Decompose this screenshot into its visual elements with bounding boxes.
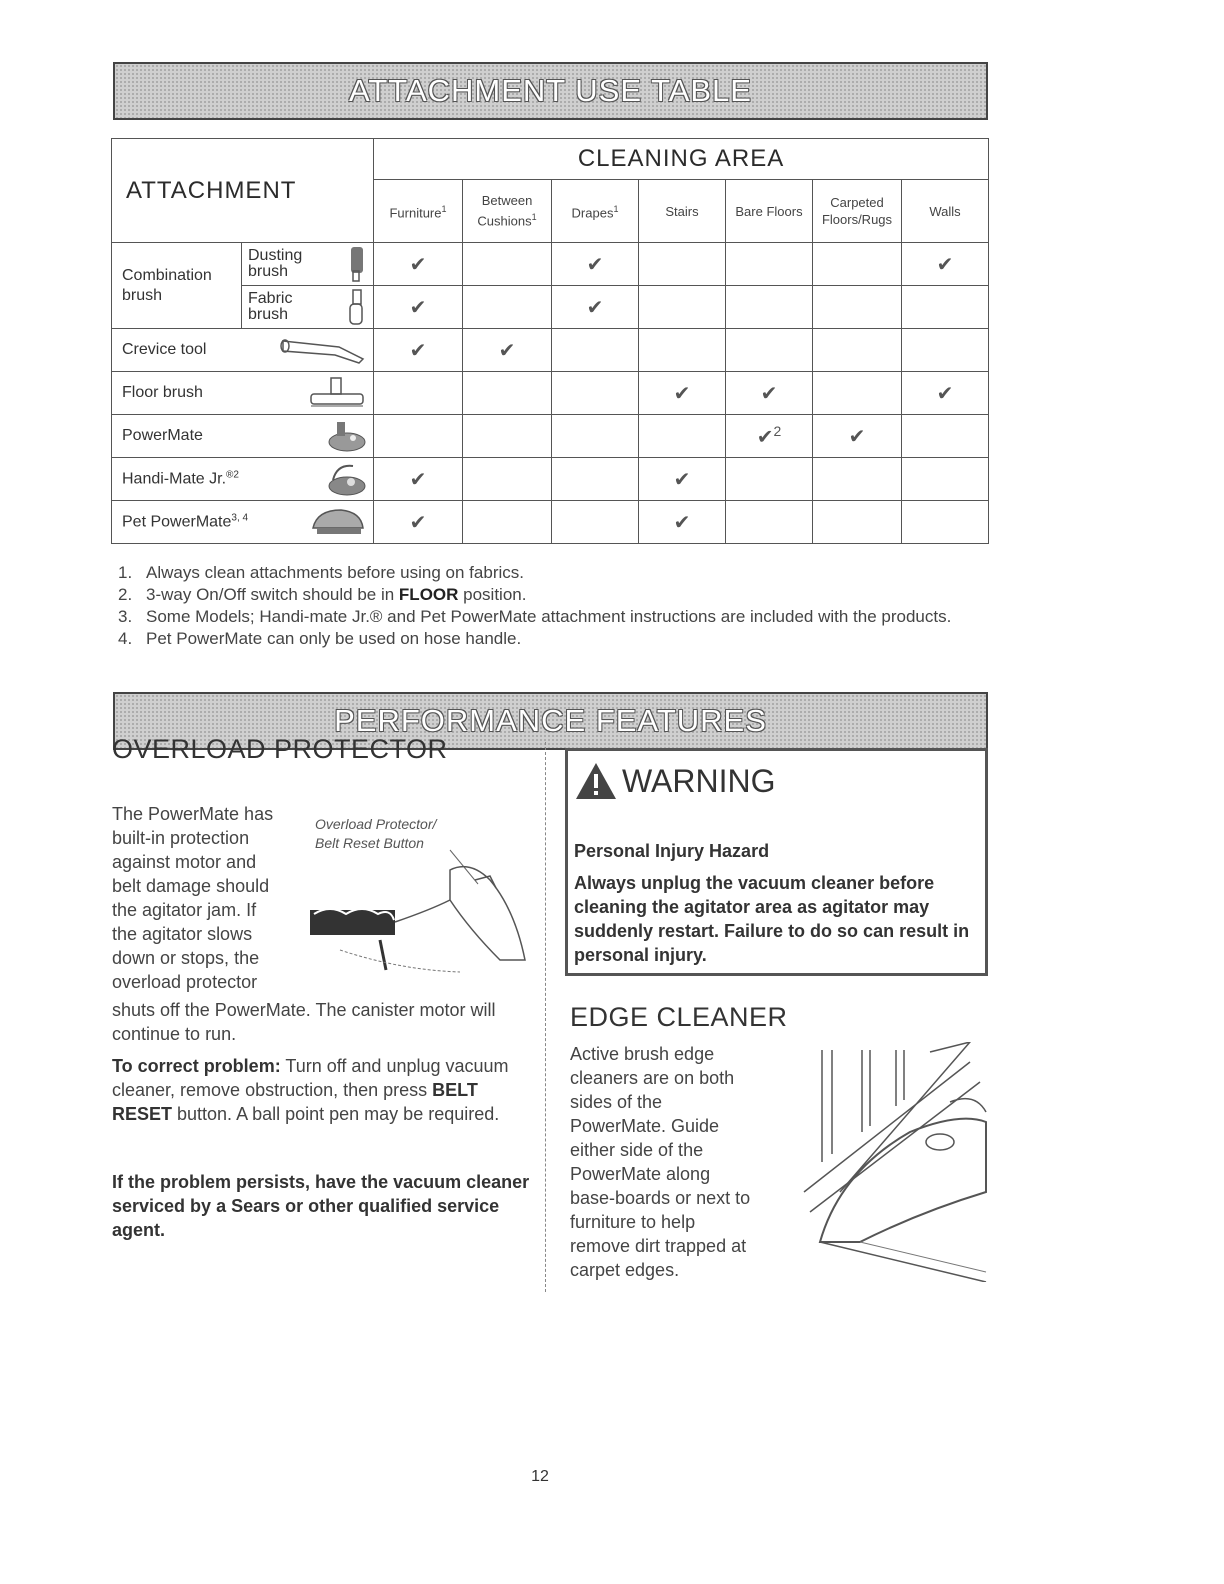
handi-mate-jr-row: Handi-Mate Jr.$^{®2}$ — [112, 458, 374, 501]
warning-triangle-icon — [574, 761, 618, 801]
check: ✔ — [639, 372, 726, 415]
footnote-1: 1. Always clean attachments before using on fabrics. — [118, 563, 524, 582]
col-carpeted-floors: Carpeted Floors/Rugs — [813, 180, 902, 243]
col-stairs: Stairs — [639, 180, 726, 243]
edge-cleaner-illustration — [800, 1042, 988, 1282]
footnotes — [118, 562, 978, 650]
dusting-brush-icon — [345, 245, 367, 283]
warning-subtitle: Personal Injury Hazard — [574, 841, 770, 861]
check: ✔ — [552, 286, 639, 329]
warning-title: WARNING — [574, 761, 775, 801]
crevice-tool-icon — [279, 335, 367, 365]
check: ✔ — [813, 415, 902, 458]
attachment-use-table-banner: ATTACHMENT USE TABLE — [113, 62, 988, 120]
overload-paragraph-lines: The PowerMate has built-in protection against motor and belt damage should the agitator jam. If the agitator slows down or stops, the overload protector — [112, 804, 274, 992]
overload-protector-title: OVERLOAD PROTECTOR — [112, 734, 448, 764]
overload-paragraph-tail: shuts off the PowerMate. The canister motor will continue to run. — [112, 1000, 496, 1044]
check: ✔ — [374, 243, 463, 286]
check: ✔ — [902, 243, 989, 286]
floor-brush-row: Floor brush — [112, 372, 374, 415]
check: ✔ — [374, 329, 463, 372]
attachment-header: ATTACHMENT — [112, 139, 374, 243]
fabric-brush-cell: Fabric brush — [242, 286, 374, 329]
col-furniture: Furniture$^1$ — [374, 180, 463, 243]
cleaning-area-header: CLEANING AREA — [374, 139, 989, 180]
pet-powermate-icon — [307, 504, 367, 540]
footnote-2: 2. 3-way On/Off switch should be in FLOOR position. — [118, 585, 527, 604]
powermate-overload-illustration — [300, 840, 530, 980]
warning-box — [565, 748, 988, 976]
combination-brush-label: Combination brush — [112, 243, 242, 329]
col-walls: Walls — [902, 180, 989, 243]
edge-cleaner-title: EDGE CLEANER — [570, 1002, 788, 1032]
problem-persists-text: If the problem persists, have the vacuum cleaner serviced by a Sears or other qualified service agent. — [112, 1172, 530, 1240]
footnote-3: 3. Some Models; Handi-mate Jr.® and Pet PowerMate attachment instructions are included with the products. — [118, 607, 952, 626]
pet-powermate-row: Pet PowerMate$^{3, 4}$ — [112, 501, 374, 544]
warning-text: Always unplug the vacuum cleaner before cleaning the agitator area as agitator may suddenly restart. Failure to do so can result in personal injury. — [574, 873, 970, 965]
handi-mate-icon — [323, 460, 367, 498]
correct-problem-text: To correct problem: Turn off and unplug vacuum cleaner, remove obstruction, then press BELT RESET button. A ball point pen may be required. — [112, 1056, 509, 1124]
attachment-use-table — [111, 138, 989, 544]
check: ✔ — [726, 372, 813, 415]
check: ✔ — [374, 458, 463, 501]
col-bare-floors: Bare Floors — [726, 180, 813, 243]
performance-features-banner: PERFORMANCE FEATURES — [113, 692, 988, 750]
powermate-icon — [323, 418, 367, 454]
check: ✔ — [374, 501, 463, 544]
col-drapes: Drapes$^1$ — [552, 180, 639, 243]
check: ✔ — [552, 243, 639, 286]
page-number: 12 — [531, 1468, 549, 1485]
check: ✔ — [374, 286, 463, 329]
check: ✔ — [902, 372, 989, 415]
column-divider — [545, 742, 546, 1292]
col-between-cushions: Between Cushions$^1$ — [463, 180, 552, 243]
dusting-brush-cell: Dusting brush — [242, 243, 374, 286]
check: ✔ — [639, 458, 726, 501]
check: ✔ — [639, 501, 726, 544]
footnote-4: 4. Pet PowerMate can only be used on hose handle. — [118, 629, 522, 648]
crevice-tool-row: Crevice tool — [112, 329, 374, 372]
check: ✔ — [463, 329, 552, 372]
floor-brush-icon — [307, 376, 367, 410]
check: ✔$^2$ — [726, 415, 813, 458]
powermate-row: PowerMate — [112, 415, 374, 458]
fabric-brush-icon — [345, 288, 367, 326]
edge-cleaner-text: Active brush edge cleaners are on both sides of the PowerMate. Guide either side of the PowerMate along base-boards or next to furniture to help remove dirt trapped at carpet edges. — [570, 1044, 751, 1280]
overload-protector-caption: Overload Protector/ Belt Reset Button — [315, 816, 437, 851]
